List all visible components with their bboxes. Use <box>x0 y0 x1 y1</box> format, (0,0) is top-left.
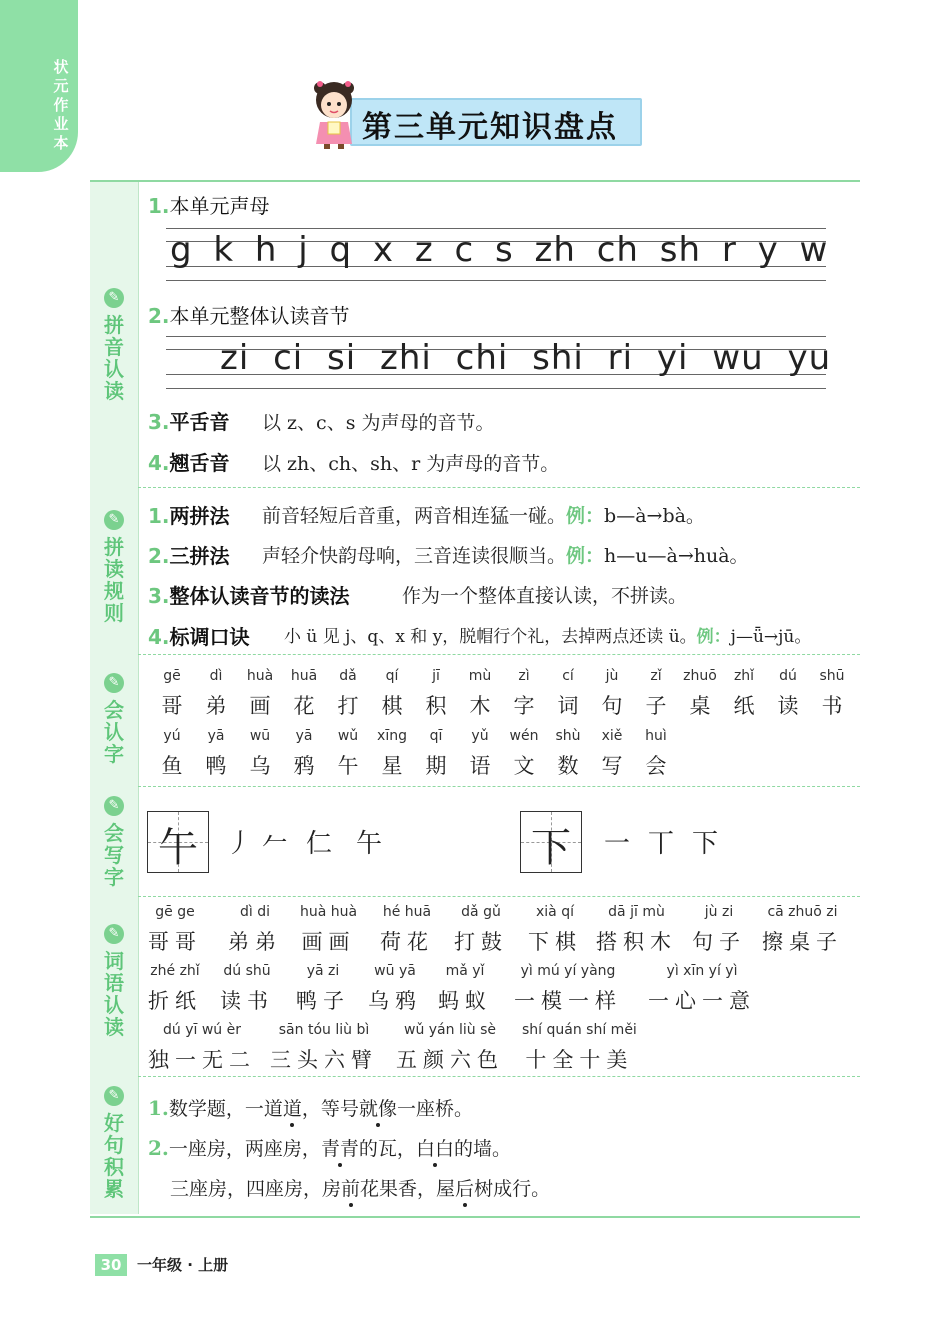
pinyin-label: qí <box>385 668 399 684</box>
section-pinyin-label: 拼音认读 <box>104 313 124 403</box>
hanzi-char: 会 <box>645 754 667 778</box>
pinyin-label: wén <box>509 728 539 744</box>
char-cell <box>678 668 722 720</box>
word-item <box>648 963 756 1015</box>
hanzi-char: 鱼 <box>161 754 183 778</box>
pinyin-item-2: 2.本单元整体认读音节 <box>148 304 350 328</box>
pinyin-item-3: 3.平舌音 <box>148 410 230 434</box>
pencil-icon: ✎ <box>104 796 124 816</box>
char-cell <box>282 728 326 780</box>
rule-4: 4.标调口诀 <box>148 625 250 649</box>
hanzi-char: 词 <box>557 694 579 718</box>
section-words <box>90 924 138 1038</box>
pinyin-label: gē <box>163 668 181 684</box>
word-hanzi: 蚂蚁 <box>438 989 492 1013</box>
hanzi-char: 字 <box>513 694 535 718</box>
hanzi-char: 画 <box>249 694 271 718</box>
word-item <box>296 963 350 1015</box>
hanzi-char: 积 <box>425 694 447 718</box>
pinyin-label: xiě <box>601 728 623 744</box>
word-hanzi: 下棋 <box>528 930 582 954</box>
hanzi-char: 棋 <box>381 694 403 718</box>
hanzi-char: 桌 <box>689 694 711 718</box>
grade-label: 一年级 · 上册 <box>137 1256 229 1274</box>
pinyin-label: zhuō <box>683 668 717 684</box>
stroke-step: 一 <box>604 829 631 859</box>
pinyin-label: wǔ <box>337 728 359 744</box>
word-item <box>300 904 357 956</box>
word-item <box>396 1022 504 1074</box>
pinyin-label: huì <box>645 728 667 744</box>
section-divider <box>138 487 860 488</box>
word-pinyin: cā zhuō zi <box>767 904 838 920</box>
word-hanzi: 一模一样 <box>514 989 622 1013</box>
word-hanzi: 读书 <box>220 989 274 1013</box>
section-divider <box>138 654 860 655</box>
rule-3: 3.整体认读音节的读法 <box>148 584 350 608</box>
word-hanzi: 十全十美 <box>525 1048 634 1072</box>
word-hanzi: 画画 <box>301 930 356 954</box>
pinyin-label: dú <box>779 668 797 684</box>
char-cell <box>546 668 590 720</box>
rule-1-text: 前音轻短后音重，两音相连猛一碰。例：b—à→bà。 <box>262 505 705 527</box>
hanzi-char: 木 <box>469 694 491 718</box>
char-cell <box>414 668 458 720</box>
pinyin-label: qī <box>429 728 443 744</box>
rule-3-text: 作为一个整体直接认读，不拼读。 <box>402 585 688 607</box>
word-hanzi: 折纸 <box>148 989 202 1013</box>
hanzi-char: 期 <box>425 754 447 778</box>
word-item <box>438 963 492 1015</box>
rule-2: 2.三拼法 <box>148 544 230 568</box>
word-hanzi: 哥哥 <box>148 930 202 954</box>
char-cell <box>458 668 502 720</box>
pencil-icon: ✎ <box>104 673 124 693</box>
pinyin-label: jù <box>605 668 619 684</box>
recognize-row-2 <box>150 728 855 780</box>
hanzi-char: 花 <box>293 694 315 718</box>
cartoon-girl-icon <box>306 78 362 150</box>
hanzi-char: 子 <box>645 694 667 718</box>
char-cell <box>766 668 810 720</box>
char-cell <box>810 668 854 720</box>
write-char: 下 <box>531 825 571 871</box>
section-write-label: 会写字 <box>104 821 124 889</box>
word-item <box>528 904 582 956</box>
section-sentences-label: 好句积累 <box>104 1111 124 1201</box>
char-cell <box>590 728 634 780</box>
word-hanzi: 打鼓 <box>454 930 508 954</box>
word-item <box>596 904 677 956</box>
page-number: 30 <box>95 1254 127 1276</box>
section-divider <box>138 786 860 787</box>
page-title: 第三单元知识盘点 <box>362 110 618 145</box>
hanzi-char: 文 <box>513 754 535 778</box>
section-divider <box>138 896 860 897</box>
word-hanzi: 鸭子 <box>296 989 350 1013</box>
word-pinyin: hé huā <box>382 904 432 920</box>
word-hanzi: 荷花 <box>380 930 434 954</box>
char-cell <box>370 728 414 780</box>
word-pinyin: wǔ yán liù sè <box>404 1022 496 1038</box>
word-item <box>148 904 202 956</box>
pinyin-label: yā <box>295 728 313 744</box>
hanzi-char: 句 <box>601 694 623 718</box>
pinyin-item-4-text: 以 zh、ch、sh、r 为声母的音节。 <box>262 453 560 475</box>
stroke-step: 𠂉 <box>262 829 289 859</box>
hanzi-char: 语 <box>469 754 491 778</box>
pinyin-label: dì <box>209 668 223 684</box>
char-cell <box>194 668 238 720</box>
word-hanzi: 擦桌子 <box>762 930 843 954</box>
word-hanzi: 一心一意 <box>648 989 756 1013</box>
word-item <box>228 904 282 956</box>
section-pinyin <box>90 288 138 402</box>
word-hanzi: 弟弟 <box>228 930 282 954</box>
hanzi-char: 鸦 <box>293 754 315 778</box>
char-cell <box>238 668 282 720</box>
pinyin-label: zhǐ <box>733 668 755 684</box>
hanzi-char: 鸭 <box>205 754 227 778</box>
word-hanzi: 句子 <box>692 930 746 954</box>
hanzi-char: 午 <box>337 754 359 778</box>
pencil-icon: ✎ <box>104 1086 124 1106</box>
rule-1: 1.两拼法 <box>148 504 230 528</box>
hanzi-char: 书 <box>821 694 843 718</box>
word-pinyin: dǎ gǔ <box>461 904 501 920</box>
pinyin-label: wū <box>249 728 271 744</box>
section-rules <box>90 510 138 624</box>
pinyin-item-4: 4.翘舌音 <box>148 451 230 475</box>
writing-grid <box>520 811 582 873</box>
stroke-step: 仁 <box>306 829 333 859</box>
section-sentences <box>90 1086 138 1200</box>
syllables-row: zi ci si zhi chi shi ri yi wu yu <box>220 338 832 378</box>
pencil-icon: ✎ <box>104 924 124 944</box>
word-item <box>380 904 434 956</box>
char-cell <box>414 728 458 780</box>
word-hanzi: 搭积木 <box>596 930 677 954</box>
word-pinyin: sān tóu liù bì <box>278 1022 370 1038</box>
hanzi-char: 纸 <box>733 694 755 718</box>
pinyin-label: yú <box>163 728 181 744</box>
side-tab-label: 状元作业本 <box>53 58 69 152</box>
stroke-step: 丅 <box>648 829 675 859</box>
char-cell <box>150 728 194 780</box>
word-item <box>270 1022 378 1074</box>
hanzi-char: 读 <box>777 694 799 718</box>
hanzi-char: 打 <box>337 694 359 718</box>
word-pinyin: gē ge <box>155 904 195 920</box>
word-pinyin: zhé zhǐ <box>150 963 200 979</box>
word-pinyin: huà huà <box>300 904 358 920</box>
char-cell <box>458 728 502 780</box>
word-pinyin: shí quán shí měi <box>522 1022 637 1038</box>
initials-row: g k h j q x z c s zh ch sh r y w <box>170 230 829 270</box>
word-hanzi: 三头六臂 <box>270 1048 378 1072</box>
word-item <box>148 963 202 1015</box>
pinyin-item-3-text: 以 z、c、s 为声母的音节。 <box>262 412 495 434</box>
word-pinyin: yì xīn yí yì <box>666 963 738 979</box>
rule-4-text: 小 ü 见 j、q、x 和 y，脱帽行个礼，去掉两点还读 ü。例：j—ǖ→jū。 <box>284 627 812 647</box>
char-cell <box>326 728 370 780</box>
pinyin-label: yǔ <box>471 728 489 744</box>
page-header <box>300 78 645 150</box>
char-cell <box>502 728 546 780</box>
hanzi-char: 哥 <box>161 694 183 718</box>
pinyin-label: jī <box>432 668 440 684</box>
section-rules-label: 拼读规则 <box>104 535 124 625</box>
pinyin-item-1: 1.本单元声母 <box>148 194 270 218</box>
sentence-2: 2.一座房，两座房，青青的瓦，白白的墙。 <box>148 1136 511 1160</box>
pinyin-label: huà <box>246 668 274 684</box>
hanzi-char: 弟 <box>205 694 227 718</box>
pinyin-label: shū <box>819 668 845 684</box>
char-cell <box>546 728 590 780</box>
char-cell <box>370 668 414 720</box>
hanzi-char: 数 <box>557 754 579 778</box>
page-footer <box>95 1254 228 1276</box>
pinyin-label: mù <box>468 668 492 684</box>
word-item <box>692 904 746 956</box>
pinyin-label: zì <box>518 668 530 684</box>
stroke-step: 下 <box>692 829 719 859</box>
word-pinyin: mǎ yǐ <box>445 963 485 979</box>
side-tab <box>0 0 78 172</box>
char-cell <box>722 668 766 720</box>
char-cell <box>634 728 678 780</box>
pencil-icon: ✎ <box>104 510 124 530</box>
word-pinyin: dì di <box>239 904 270 920</box>
word-hanzi: 乌鸦 <box>368 989 422 1013</box>
word-item <box>368 963 422 1015</box>
char-cell <box>326 668 370 720</box>
pinyin-label: zǐ <box>650 668 662 684</box>
word-pinyin: yì mú yí yàng <box>520 963 616 979</box>
word-pinyin: yā zi <box>306 963 340 979</box>
char-cell <box>634 668 678 720</box>
word-hanzi: 五颜六色 <box>396 1048 504 1072</box>
section-recognize <box>90 673 138 765</box>
word-pinyin: dú yī wú èr <box>163 1022 241 1038</box>
word-item <box>220 963 274 1015</box>
pencil-icon: ✎ <box>104 288 124 308</box>
pinyin-label: dǎ <box>339 668 357 684</box>
section-words-label: 词语认读 <box>104 949 124 1039</box>
pinyin-label: shù <box>555 728 581 744</box>
hanzi-char: 写 <box>601 754 623 778</box>
stroke-step: 午 <box>356 829 383 859</box>
hanzi-char: 星 <box>381 754 403 778</box>
word-hanzi: 独一无二 <box>148 1048 256 1072</box>
word-item <box>148 1022 256 1074</box>
word-pinyin: dā jī mù <box>608 904 665 920</box>
word-pinyin: wū yā <box>374 963 416 979</box>
section-write <box>90 796 138 888</box>
word-item <box>522 1022 637 1074</box>
word-pinyin: xià qí <box>536 904 574 920</box>
char-cell <box>590 668 634 720</box>
char-cell <box>502 668 546 720</box>
sentence-1: 1.数学题，一道道，等号就像一座桥。 <box>148 1096 473 1120</box>
pinyin-label: xīng <box>377 728 407 744</box>
word-item <box>454 904 508 956</box>
char-cell <box>238 728 282 780</box>
word-item <box>762 904 843 956</box>
pinyin-label: yā <box>207 728 225 744</box>
char-cell <box>150 668 194 720</box>
pinyin-label: huā <box>290 668 318 684</box>
pinyin-label: cí <box>562 668 574 684</box>
char-cell <box>282 668 326 720</box>
write-char: 午 <box>158 825 198 871</box>
writing-grid <box>147 811 209 873</box>
rule-2-text: 声轻介快韵母响，三音连读很顺当。例：h—u—à→huà。 <box>262 545 749 567</box>
section-recognize-label: 会认字 <box>104 698 124 766</box>
section-divider <box>138 1076 860 1077</box>
hanzi-char: 乌 <box>249 754 271 778</box>
stroke-step: 丿 <box>226 829 253 859</box>
word-item <box>514 963 622 1015</box>
recognize-row-1 <box>150 668 855 720</box>
word-pinyin: dú shū <box>223 963 271 979</box>
sentence-3: 三座房，四座房，房前花果香，屋后树成行。 <box>170 1174 550 1201</box>
word-pinyin: jù zi <box>704 904 734 920</box>
char-cell <box>194 728 238 780</box>
